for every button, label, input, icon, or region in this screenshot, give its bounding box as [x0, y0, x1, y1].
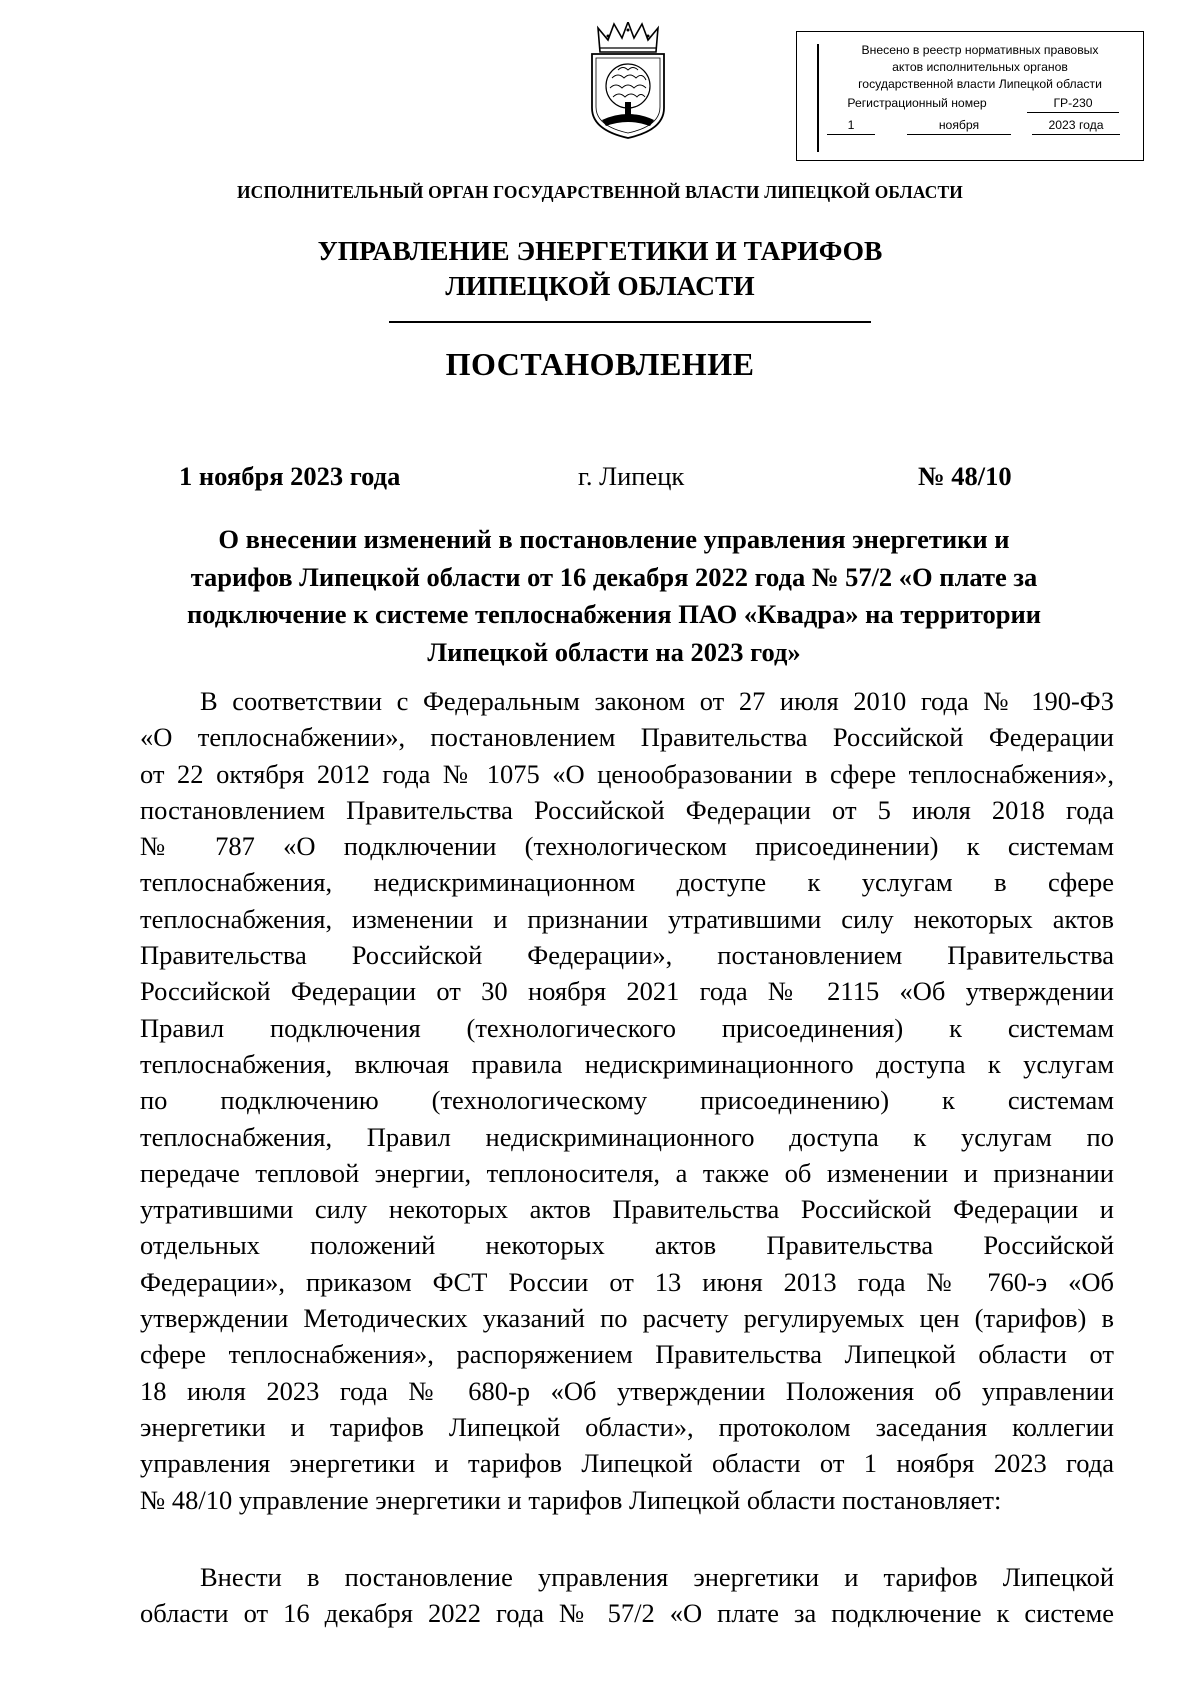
body-line: сфере теплоснабжения», распоряжением Правительства Липецкой области от — [140, 1339, 1114, 1370]
document-city: г. Липецк — [578, 461, 685, 491]
document-number: № 48/10 — [918, 461, 1012, 491]
body-line: № 48/10 управление энергетики и тарифов Липецкой области постановляет: — [140, 1484, 1002, 1515]
body-line: отдельных положений некоторых актов Правительства Российской — [140, 1230, 1114, 1261]
body-line: от 22 октября 2012 года № 1075 «О ценообразовании в сфере теплоснабжения», — [140, 758, 1114, 789]
document-date: 1 ноября 2023 года — [179, 461, 401, 491]
stamp-day: 1 — [827, 117, 875, 135]
department-line: ЛИПЕЦКОЙ ОБЛАСТИ — [445, 270, 755, 301]
body-line: Российской Федерации от 30 ноября 2021 года № 2115 «Об утверждении — [140, 976, 1114, 1007]
stamp-month: ноября — [907, 117, 1011, 135]
body-line: теплоснабжения, недискриминационном доступе к услугам в сфере — [140, 867, 1114, 898]
document-title — [140, 521, 1088, 671]
body-line: «О теплоснабжении», постановлением Правительства Российской Федерации — [140, 722, 1114, 753]
stamp-line: государственной власти Липецкой области — [858, 77, 1102, 91]
stamp-line: актов исполнительных органов — [892, 60, 1068, 74]
stamp-line: Внесено в реестр нормативных правовых — [861, 43, 1099, 57]
divider — [389, 321, 871, 323]
stamp-year: 2023 года — [1032, 117, 1120, 135]
title-line: О внесении изменений в постановление управления энергетики и — [218, 524, 1010, 554]
body-line: В соответствии с Федеральным законом от 27 июля 2010 года № 190-ФЗ — [200, 686, 1114, 716]
body-line: Федерации», приказом ФСТ России от 13 июня 2013 года № 760-э «Об — [140, 1266, 1114, 1297]
stamp-reg-number: ГР-230 — [1027, 95, 1119, 113]
body-line: теплоснабжения, Правил недискриминационного доступа к услугам по — [140, 1121, 1114, 1152]
body-line: утверждении Методических указаний по расчету регулируемых цен (тарифов) в — [140, 1303, 1114, 1334]
authority-heading: ИСПОЛНИТЕЛЬНЫЙ ОРГАН ГОСУДАРСТВЕННОЙ ВЛАСТИ ЛИПЕЦКОЙ ОБЛАСТИ — [236, 182, 964, 202]
body-line: теплоснабжения, изменении и признании утратившими силу некоторых актов — [140, 903, 1114, 934]
stamp-reg-label: Регистрационный номер — [847, 96, 987, 110]
body-line: 18 июля 2023 года № 680-р «Об утверждении Положения об управлении — [140, 1375, 1114, 1406]
body-paragraph — [140, 1559, 1114, 1632]
stamp-border-line — [817, 44, 819, 152]
document-type: ПОСТАНОВЛЕНИЕ — [445, 346, 755, 382]
body-line: № 787 «О подключении (технологическом присоединении) к системам — [140, 831, 1114, 862]
body-paragraph — [140, 683, 1114, 1518]
body-line: энергетики и тарифов Липецкой области», протоколом заседания коллегии — [140, 1411, 1114, 1442]
registry-stamp — [796, 31, 1144, 161]
title-line: Липецкой области на 2023 год» — [427, 636, 801, 667]
body-line: по подключению (технологическому присоединению) к системам — [140, 1085, 1114, 1116]
body-line: области от 16 декабря 2022 года № 57/2 «О плате за подключение к системе — [140, 1598, 1114, 1629]
title-line: тарифов Липецкой области от 16 декабря 2022 года № 57/2 «О плате за — [190, 561, 1038, 592]
body-line: Правительства Российской Федерации», постановлением Правительства — [140, 940, 1114, 971]
body-line: теплоснабжения, включая правила недискриминационного доступа к услугам — [140, 1048, 1114, 1079]
body-line: Внести в постановление управления энергетики и тарифов Липецкой — [200, 1562, 1114, 1592]
department-line: УПРАВЛЕНИЕ ЭНЕРГЕТИКИ И ТАРИФОВ — [317, 235, 883, 266]
body-line: передаче тепловой энергии, теплоносителя, а также об изменении и признании — [140, 1157, 1114, 1188]
body-line: управления энергетики и тарифов Липецкой области от 1 ноября 2023 года — [140, 1448, 1114, 1479]
body-line: постановлением Правительства Российской Федерации от 5 июля 2018 года — [140, 794, 1114, 825]
body-line: утратившими силу некоторых актов Правительства Российской Федерации и — [140, 1194, 1114, 1225]
department-heading — [0, 233, 1200, 303]
body-line: Правил подключения (технологического присоединения) к системам — [140, 1012, 1114, 1043]
lipetsk-coat-of-arms-icon — [586, 22, 670, 140]
title-line: подключение к системе теплоснабжения ПАО «Квадра» на территории — [186, 599, 1042, 629]
